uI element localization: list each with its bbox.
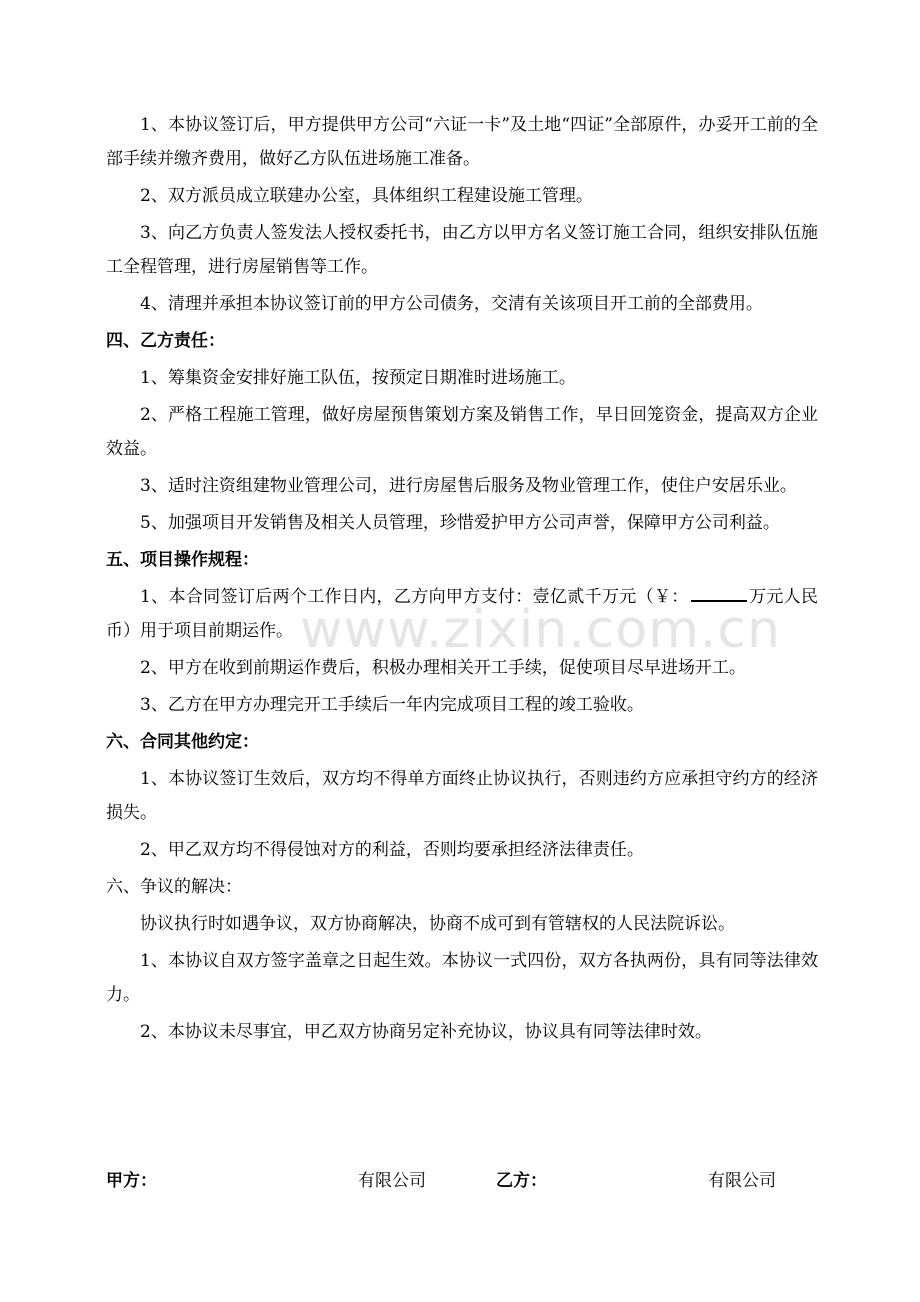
section-heading: 六、争议的解决： — [106, 877, 242, 897]
party-a-company: 有限公司 — [358, 1171, 426, 1191]
signature-row — [106, 1166, 818, 1196]
clause-text-after: 万元人民币）用于项目前期运作。 — [106, 587, 818, 641]
section-heading: 四、乙方责任： — [106, 331, 225, 351]
clause-paragraph: 2、双方派员成立联建办公室，具体组织工程建设施工管理。 — [140, 186, 593, 206]
clause-paragraph: 1、本协议自双方签字盖章之日起生效。本协议一式四份，双方各执两份，具有同等法律效力。 — [106, 951, 818, 1005]
clause-paragraph: 1、本协议签订后，甲方提供甲方公司“六证一卡”及土地“四证”全部原件，办妥开工前的全部手续并缴齐费用，做好乙方队伍进场施工准备。 — [106, 115, 818, 169]
section-heading: 五、项目操作规程： — [106, 550, 259, 570]
clause-paragraph: 3、向乙方负责人签发法人授权委托书，由乙方以甲方名义签订施工合同，组织安排队伍施工全程管理，进行房屋销售等工作。 — [106, 223, 818, 277]
clause-paragraph: 4、清理并承担本协议签订前的甲方公司债务，交清有关该项目开工前的全部费用。 — [140, 294, 763, 314]
clause-paragraph: 1、本协议签订生效后，双方均不得单方面终止协议执行，否则违约方应承担守约方的经济损失。 — [106, 769, 818, 823]
party-b-company: 有限公司 — [708, 1171, 776, 1191]
section-heading: 六、合同其他约定： — [106, 732, 259, 752]
clause-paragraph — [106, 580, 818, 648]
clause-paragraph: 2、严格工程施工管理，做好房屋预售策划方案及销售工作，早日回笼资金，提高双方企业效益。 — [106, 405, 818, 459]
amount-blank — [691, 582, 747, 602]
watermark-text: www.zixin.com.cn — [300, 600, 781, 660]
party-b-label: 乙方： — [496, 1171, 547, 1191]
clause-paragraph: 2、本协议未尽事宜，甲乙双方协商另定补充协议，协议具有同等法律时效。 — [140, 1022, 712, 1042]
clause-paragraph: 1、筹集资金安排好施工队伍，按预定日期准时进场施工。 — [140, 368, 576, 388]
document-body — [106, 108, 818, 1052]
clause-text-before: 1、本合同签订后两个工作日内，乙方向甲方支付：壹亿贰千万元（￥： — [140, 587, 689, 607]
clause-paragraph: 2、甲乙双方均不得侵蚀对方的利益，否则均要承担经济法律责任。 — [140, 840, 644, 860]
clause-paragraph: 3、适时注资组建物业管理公司，进行房屋售后服务及物业管理工作，使住户安居乐业。 — [140, 476, 797, 496]
party-a-label: 甲方： — [106, 1171, 157, 1191]
clause-paragraph: 协议执行时如遇争议，双方协商解决，协商不成可到有管辖权的人民法院诉讼。 — [140, 914, 735, 934]
clause-paragraph: 5、加强项目开发销售及相关人员管理，珍惜爱护甲方公司声誉，保障甲方公司利益。 — [140, 513, 780, 533]
clause-paragraph: 3、乙方在甲方办理完开工手续后一年内完成项目工程的竣工验收。 — [140, 695, 644, 715]
clause-paragraph: 2、甲方在收到前期运作费后，积极办理相关开工手续，促使项目尽早进场开工。 — [140, 658, 746, 678]
